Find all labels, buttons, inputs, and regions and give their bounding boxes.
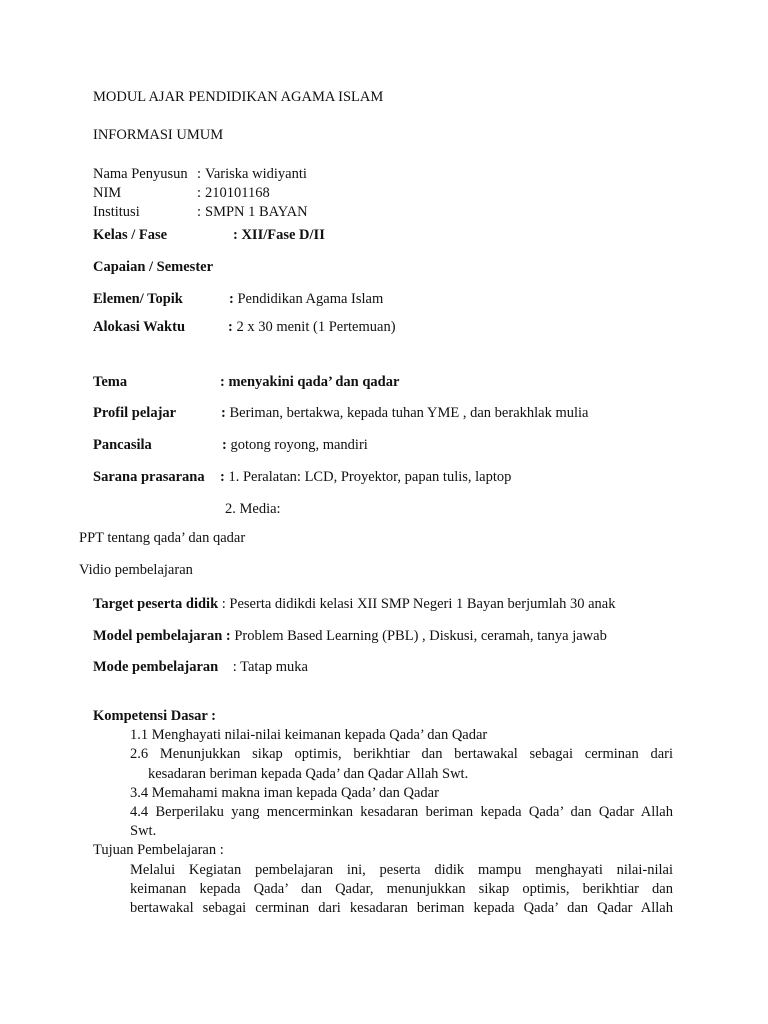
kompetensi-item: 4.4 Berperilaku yang mencerminkan kesadaran beriman kepada Qada’ dan Qadar Allah [130,804,673,820]
field-alokasi-sep: : [228,319,233,335]
media-item-ppt: PPT tentang qada’ dan qadar [79,530,246,546]
field-elemen-sep: : [229,291,234,307]
field-target-label: Target peserta didik [93,596,219,612]
field-mode-label: Mode pembelajaran [93,659,219,675]
field-alokasi-value: 2 x 30 menit (1 Pertemuan) [232,319,396,335]
field-nim-sep: : [197,185,202,201]
kompetensi-heading: Kompetensi Dasar : [93,708,216,724]
field-elemen-value: Pendidikan Agama Islam [233,291,384,307]
kompetensi-item: 2.6 Menunjukkan sikap optimis, berikhtiar dan bertawakal sebagai cerminan dari [130,746,673,762]
field-sarana-sep: : [220,469,225,485]
field-tema-label: Tema [93,374,128,390]
field-model-line [93,627,607,646]
field-alokasi-value-line [228,318,396,337]
field-capaian-label: Capaian / Semester [93,259,214,275]
kompetensi-item: 1.1 Menghayati nilai-nilai keimanan kepada Qada’ dan Qadar [130,727,488,743]
field-nim-value: 210101168 [205,185,270,201]
tujuan-paragraph-line: bertawakal sebagai cerminan dari kesadaran beriman kepada Qada’ dan Qadar Allah [130,900,673,916]
kompetensi-item-continuation: kesadaran beriman kepada Qada’ dan Qadar Allah Swt. [148,766,469,782]
field-target-line [93,595,615,614]
tujuan-heading: Tujuan Pembelajaran : [93,842,224,858]
tujuan-paragraph-line: Melalui Kegiatan pembelajaran ini, peserta didik mampu menghayati nilai-nilai [130,862,673,878]
field-alokasi-label: Alokasi Waktu [93,319,186,335]
field-kelas-label: Kelas / Fase [93,227,168,243]
field-elemen-value-line [229,290,383,309]
field-nama-penyusun-value: Variska widiyanti [205,166,307,182]
field-profil-sep: : [221,405,226,421]
field-profil-label: Profil pelajar [93,405,177,421]
field-sarana-label: Sarana prasarana [93,469,205,485]
field-profil-value: Beriman, bertakwa, kepada tuhan YME , dan berakhlak mulia [225,405,589,421]
field-model-value: Problem Based Learning (PBL) , Diskusi, ceramah, tanya jawab [230,628,607,644]
field-profil-value-line [221,404,589,423]
field-institusi-label: Institusi [93,204,140,220]
field-kelas-value: : XII/Fase D/II [233,227,325,243]
field-mode-line [93,658,308,677]
field-model-label: Model pembelajaran : [93,628,231,644]
field-pancasila-value: gotong royong, mandiri [226,437,368,453]
field-pancasila-label: Pancasila [93,437,152,453]
field-elemen-label: Elemen/ Topik [93,291,183,307]
field-mode-value: : Tatap muka [218,659,308,675]
field-target-value: : Peserta didikdi kelasi XII SMP Negeri 1 Bayan berjumlah 30 anak [218,596,616,612]
document-title: MODUL AJAR PENDIDIKAN AGAMA ISLAM [93,89,384,105]
field-nim-label: NIM [93,185,122,201]
field-media-label: 2. Media: [225,501,281,517]
field-institusi-value: SMPN 1 BAYAN [205,204,308,220]
field-institusi-sep: : [197,204,202,220]
kompetensi-item-continuation: Swt. [130,823,157,839]
kompetensi-item: 3.4 Memahami makna iman kepada Qada’ dan Qadar [130,785,439,801]
field-tema-value: : menyakini qada’ dan qadar [220,374,400,390]
field-sarana-value-line [220,468,511,487]
field-pancasila-value-line [222,436,368,455]
section-heading-informasi-umum: INFORMASI UMUM [93,127,224,143]
field-sarana-value: 1. Peralatan: LCD, Proyektor, papan tulis, laptop [224,469,512,485]
field-nama-penyusun-sep: : [197,166,202,182]
field-pancasila-sep: : [222,437,227,453]
media-item-video: Vidio pembelajaran [79,562,193,578]
tujuan-paragraph-line: keimanan kepada Qada’ dan Qadar, menunjukkan sikap optimis, berikhtiar dan [130,881,673,897]
field-nama-penyusun-label: Nama Penyusun [93,166,188,182]
